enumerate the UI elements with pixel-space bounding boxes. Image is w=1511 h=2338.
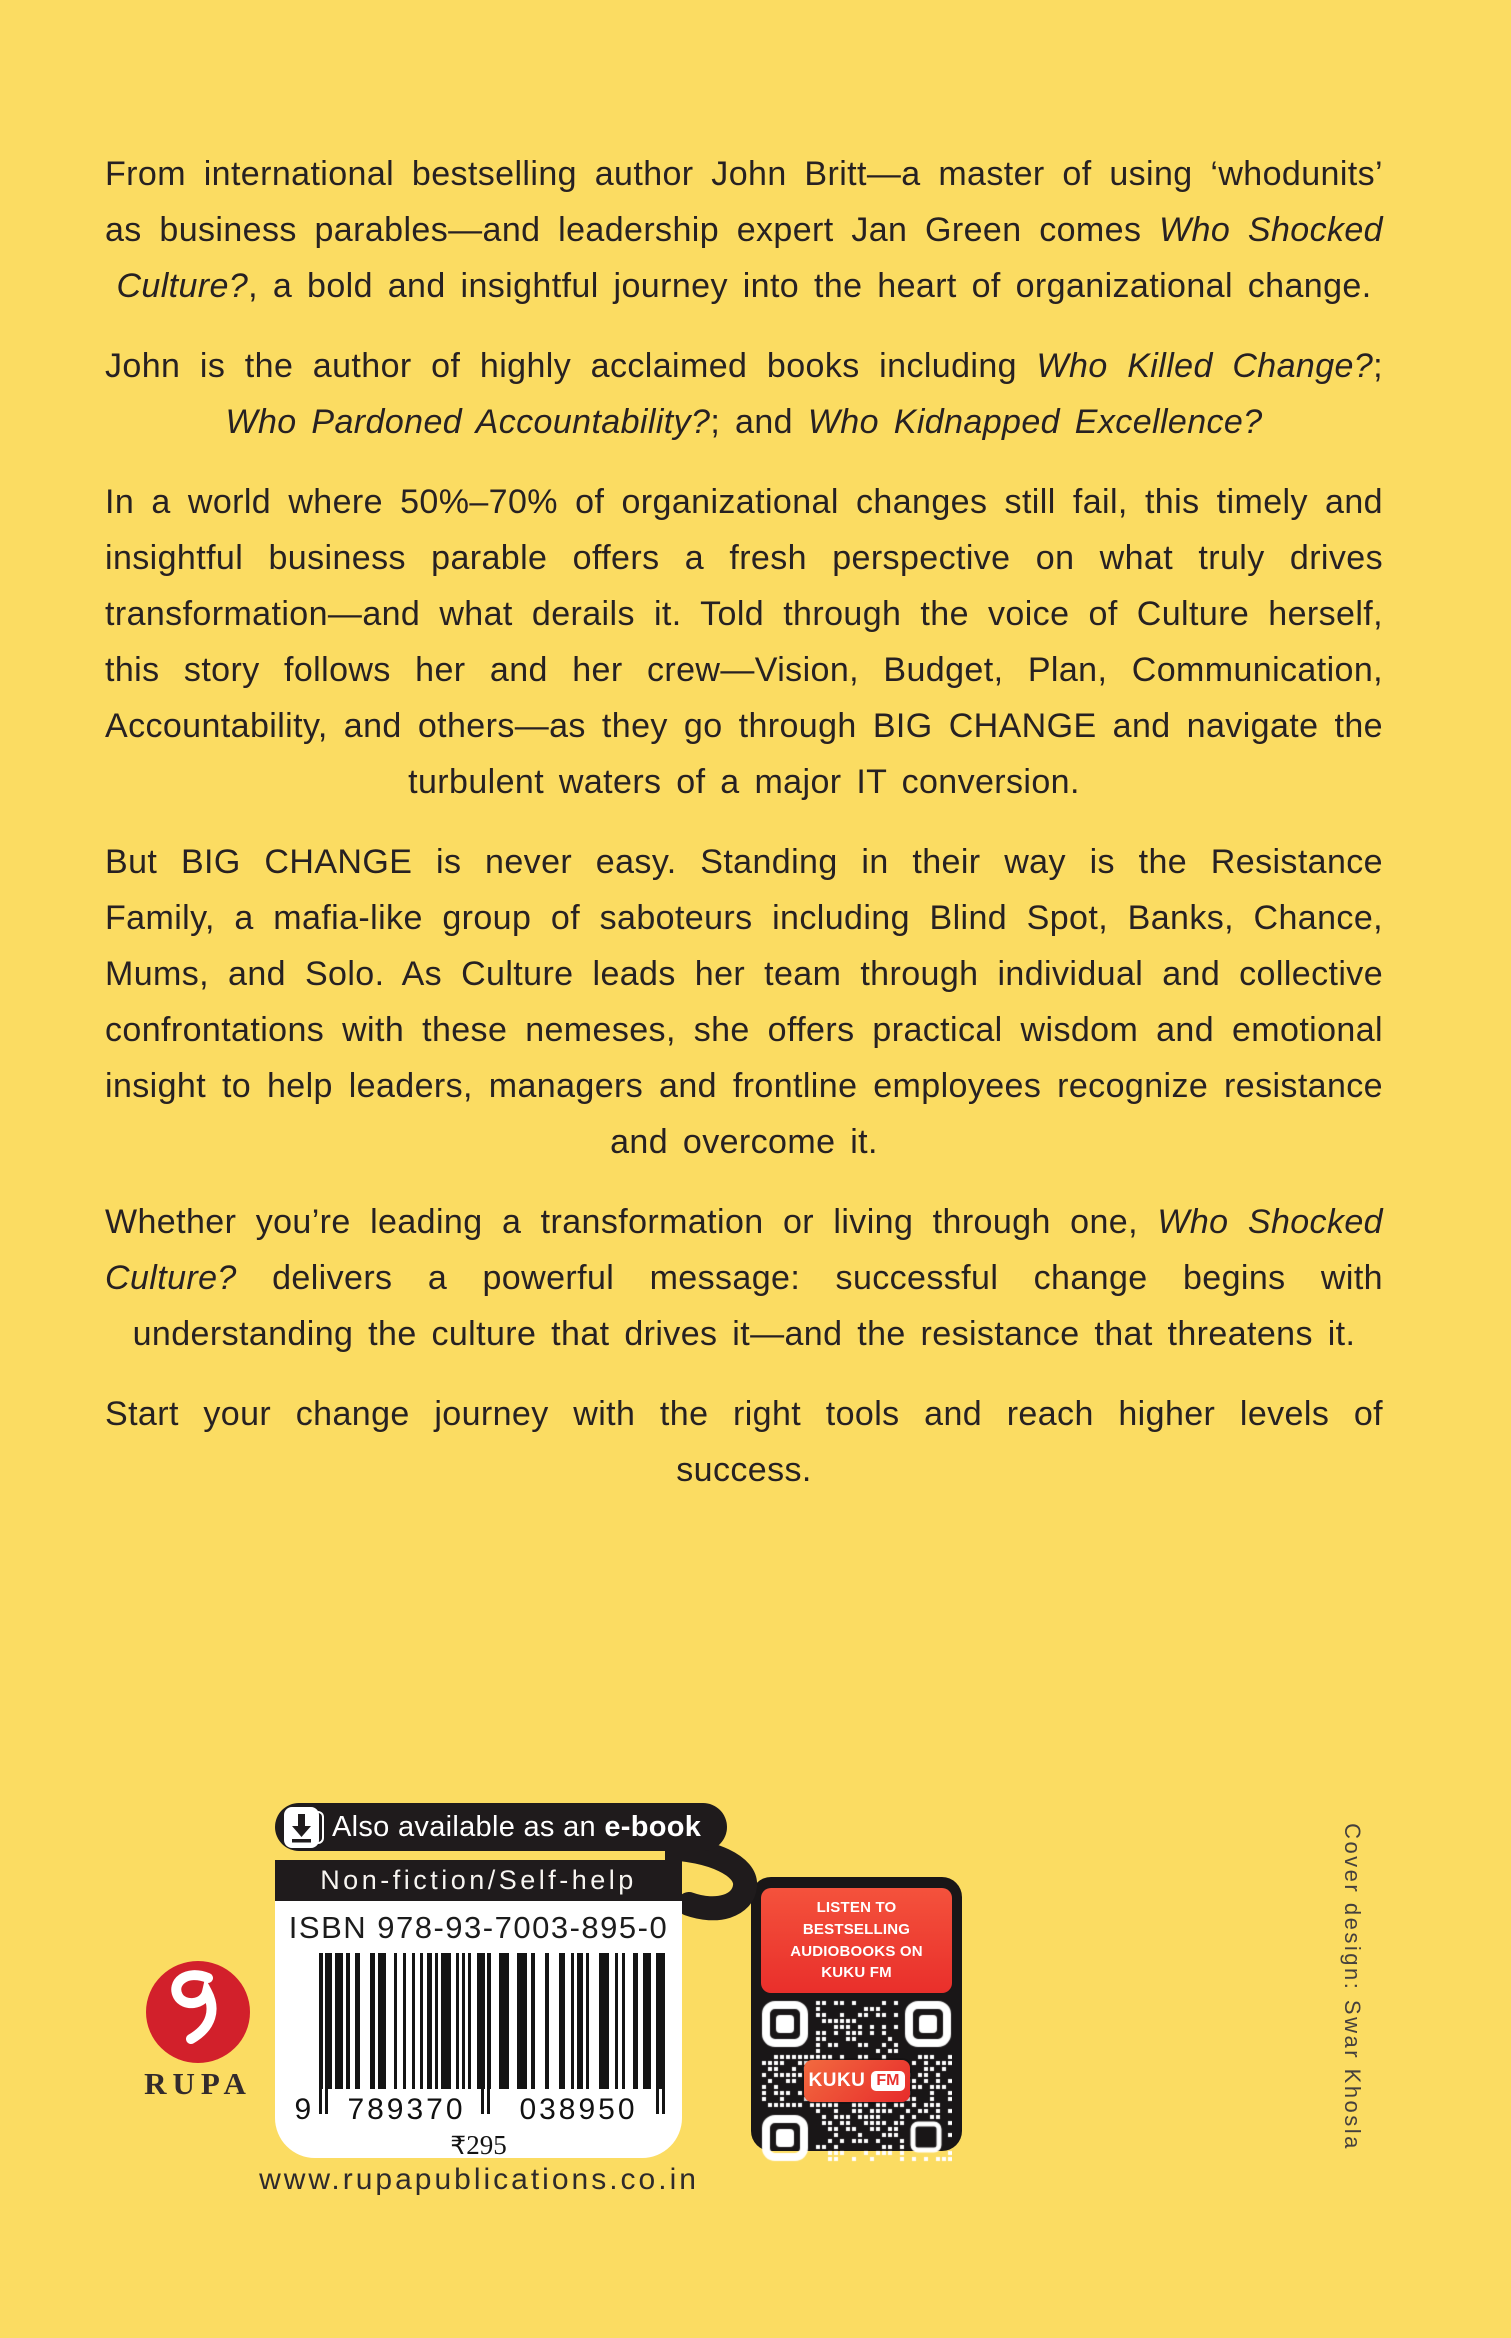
kuku-badge-fm: FM bbox=[871, 2071, 904, 2091]
kuku-banner-line: LISTEN TO BESTSELLING bbox=[802, 1899, 911, 1938]
paragraph-author-books bbox=[105, 338, 1383, 450]
paragraph-text: John is the author of highly acclaimed books including bbox=[105, 347, 1037, 385]
kuku-badge-name: KUKU bbox=[808, 2070, 866, 2091]
paragraph-text: ; and bbox=[710, 403, 808, 441]
paragraph-text: delivers a powerful message: successful change begins with understanding the culture that drives it—and the resistance that threatens it. bbox=[132, 1259, 1383, 1353]
paragraph-premise bbox=[105, 474, 1383, 810]
genre-category-bar: Non-fiction/Self-help bbox=[275, 1860, 682, 1901]
barcode-bars bbox=[319, 1953, 665, 2089]
paragraph-text: , a bold and insightful journey into the heart of organizational change. bbox=[248, 267, 1372, 305]
rupa-logo-icon bbox=[146, 1961, 250, 2063]
cover-design-credit: Cover design: Swar Khosla bbox=[1340, 1823, 1365, 2151]
download-ebook-icon bbox=[284, 1807, 319, 1848]
rupee-symbol: ₹ bbox=[450, 2131, 467, 2160]
barcode-digits-left: 789370 bbox=[347, 2093, 466, 2126]
paragraph-callout bbox=[105, 1386, 1383, 1498]
isbn-label: ISBN 978-93-7003-895-0 bbox=[288, 1910, 669, 1945]
paragraph-message bbox=[105, 1194, 1383, 1362]
paragraph-intro bbox=[105, 146, 1383, 314]
kuku-banner-line: KUKU FM bbox=[821, 1964, 892, 1982]
ebook-availability-pill bbox=[275, 1803, 727, 1851]
qr-code bbox=[761, 2000, 952, 2162]
blurb bbox=[105, 146, 1383, 1522]
paragraph-text: From international bestselling author John Britt—a master of using ‘whodunits’ as business parables—and leadership expert Jan Green comes bbox=[105, 155, 1383, 249]
paragraph-text: Whether you’re leading a transformation or living through one, bbox=[105, 1203, 1158, 1241]
barcode-guard-left bbox=[319, 1953, 328, 2114]
kuku-banner-line: AUDIOBOOKS ON bbox=[790, 1942, 923, 1960]
book-title-italic: Who Kidnapped Excellence? bbox=[807, 403, 1263, 441]
barcode-guard-right bbox=[656, 1953, 665, 2114]
kuku-fm-banner bbox=[761, 1888, 952, 1993]
publisher-website: www.rupapublications.co.in bbox=[259, 2163, 699, 2196]
paragraph-text: Start your change journey with the right tools and reach higher levels of success. bbox=[105, 1395, 1383, 1489]
ebook-label-regular: Also available as an bbox=[332, 1810, 605, 1843]
barcode-digit-lead: 9 bbox=[294, 2093, 312, 2126]
kuku-fm-qr-block bbox=[751, 1877, 962, 2151]
rupa-wordmark: RUPA bbox=[144, 2066, 252, 2101]
ean-barcode bbox=[293, 1953, 665, 2127]
paragraph-resistance bbox=[105, 834, 1383, 1170]
book-title-italic: Who Shocked Culture? bbox=[105, 1203, 1383, 1297]
ebook-availability-label bbox=[332, 1811, 701, 1844]
price-value: 295 bbox=[466, 2130, 507, 2160]
book-title-italic: Who Shocked Culture? bbox=[116, 211, 1383, 305]
paragraph-text: But BIG CHANGE is never easy. Standing in their way is the Resistance Family, a mafia-like group of saboteurs including Blind Spot, Banks, Chance, Mums, and Solo. As Culture leads her team through individual and collective confrontations with these nemeses, she offers practical wisdom and emotional insight to help leaders, managers and frontline employees recognize resistance and overcome it. bbox=[105, 843, 1383, 1161]
paragraph-text: In a world where 50%–70% of organizational changes still fail, this timely and insightful business parable offers a fresh perspective on what truly drives transformation—and what derails it. Told through the voice of Culture herself, this story follows her and her crew—Vision, Budget, Plan, Communication, Accountability, and others—as they go through BIG CHANGE and navigate the turbulent waters of a major IT conversion. bbox=[105, 483, 1383, 801]
barcode-digits bbox=[293, 2093, 665, 2127]
book-title-italic: Who Pardoned Accountability? bbox=[225, 403, 711, 441]
price bbox=[275, 2130, 682, 2161]
barcode-digits-right: 038950 bbox=[519, 2093, 638, 2126]
ebook-label-bold: e-book bbox=[604, 1810, 702, 1843]
paragraph-text: ; bbox=[1373, 347, 1383, 385]
barcode-guard-middle bbox=[481, 1953, 490, 2114]
kuku-fm-logo-badge bbox=[804, 2060, 910, 2102]
book-title-italic: Who Killed Change? bbox=[1036, 347, 1374, 385]
isbn-barcode-box bbox=[275, 1901, 682, 2158]
